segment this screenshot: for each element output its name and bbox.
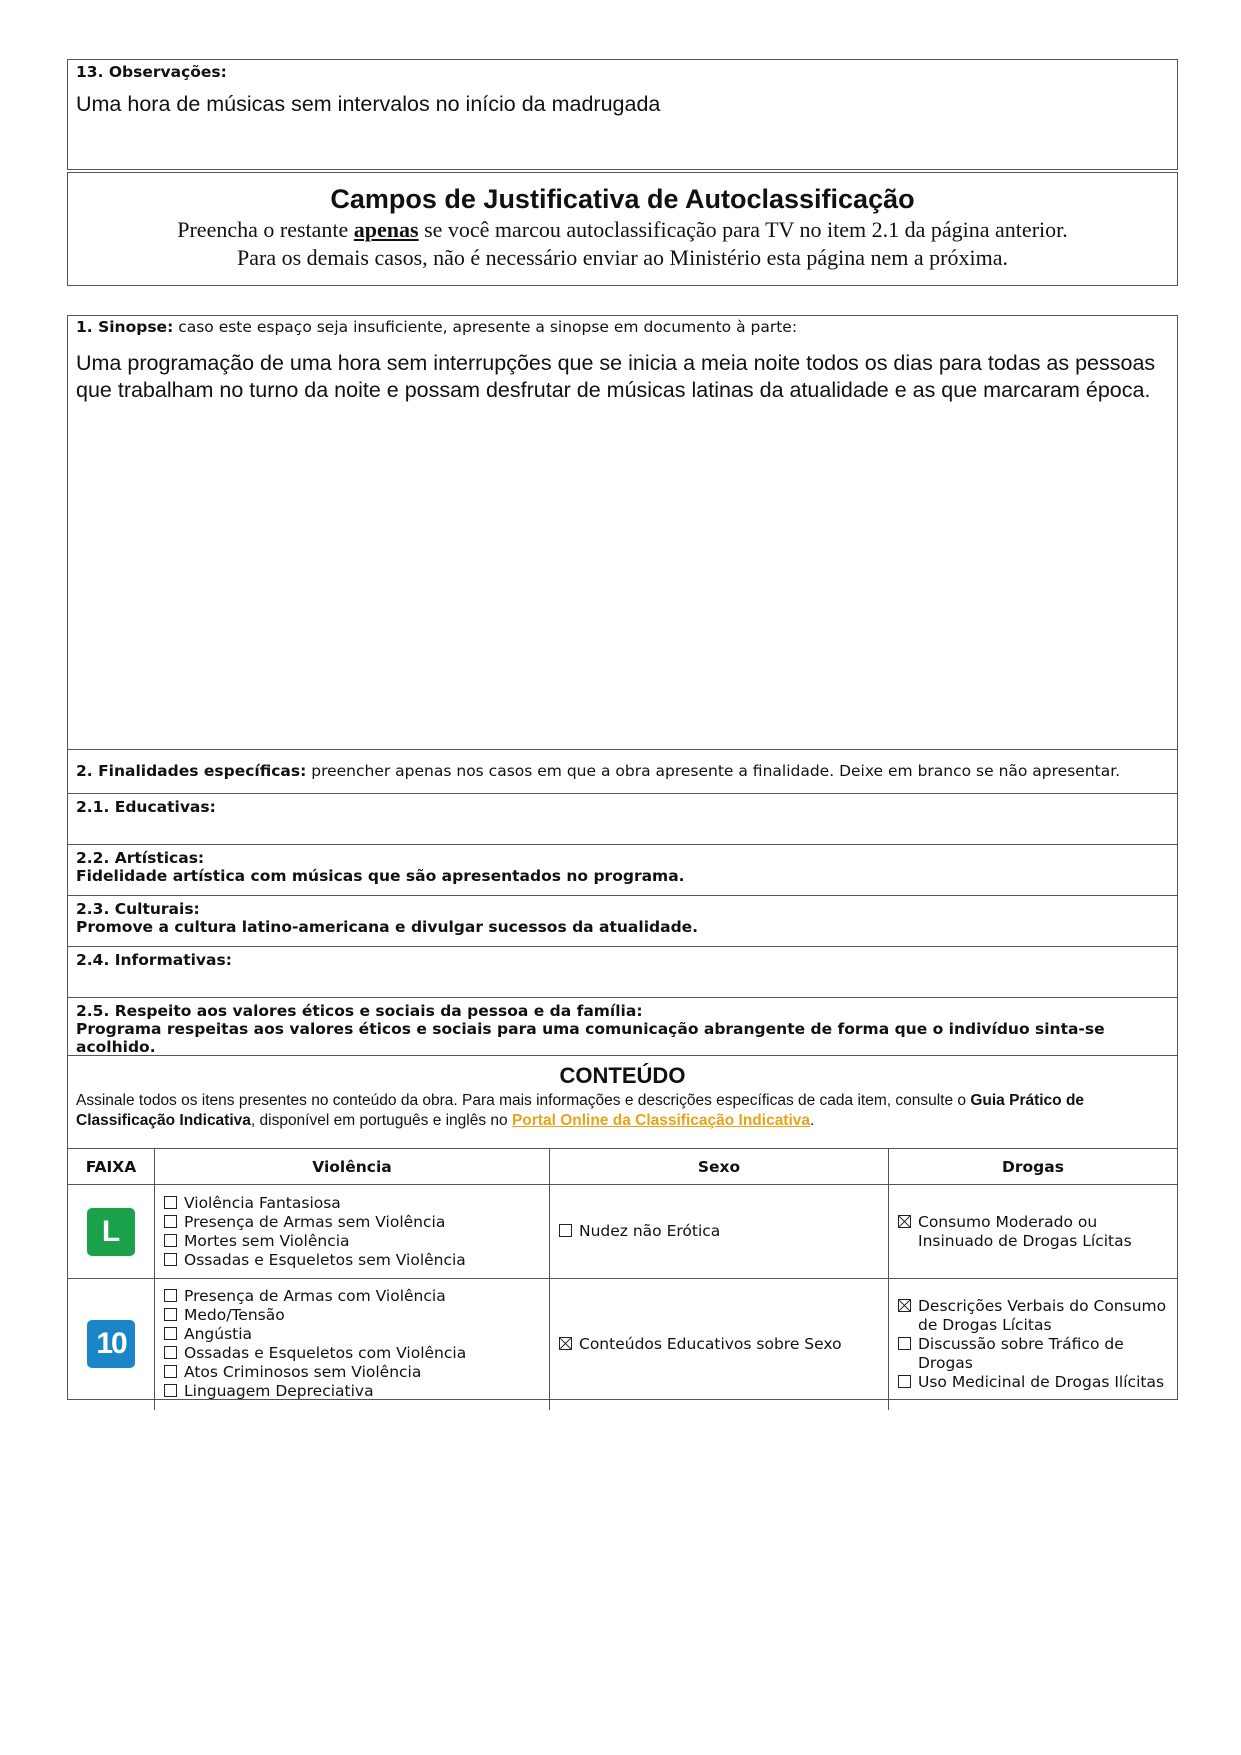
checkbox-item[interactable] [164, 1251, 540, 1270]
checked-checkbox-icon[interactable] [898, 1215, 911, 1228]
checkbox-label: Presença de Armas com Violência [184, 1287, 446, 1306]
table-header-row [68, 1149, 1177, 1185]
checkbox-item[interactable] [164, 1325, 540, 1344]
checkbox-icon[interactable] [164, 1384, 177, 1397]
conteudo-desc-a: Assinale todos os itens presentes no conteúdo da obra. Para mais informações e descrições específicas de cada item, consulte o [76, 1092, 971, 1109]
checkbox-icon[interactable] [164, 1196, 177, 1209]
checkbox-label: Consumo Moderado ou Insinuado de Drogas Lícitas [918, 1212, 1132, 1250]
checkbox-label: Ossadas e Esqueletos com Violência [184, 1344, 467, 1363]
table-row-10 [68, 1279, 1177, 1410]
violencia-cell-10 [155, 1279, 550, 1410]
checkbox-label: Mortes sem Violência [184, 1231, 350, 1250]
rating-badge-10: 10 [87, 1320, 135, 1368]
checkbox-label: Atos Criminosos sem Violência [184, 1363, 422, 1382]
sexo-cell-l [550, 1185, 889, 1279]
faixa-cell-l [68, 1185, 155, 1279]
checkbox-item[interactable] [898, 1335, 1168, 1373]
sexo-cell-10 [550, 1279, 889, 1410]
justificativa-line1-c: se você marcou autoclassificação para TV no item 2.1 da página anterior. [418, 217, 1068, 242]
violencia-cell-l [155, 1185, 550, 1279]
respeito-label: 2.5. Respeito aos valores éticos e sociais da pessoa e da família: [76, 1002, 643, 1020]
educativas-label: 2.1. Educativas: [76, 798, 216, 816]
faixa-cell-10 [68, 1279, 155, 1410]
table-row-l [68, 1185, 1177, 1279]
checkbox-icon[interactable] [164, 1253, 177, 1266]
checkbox-label: Linguagem Depreciativa [184, 1382, 374, 1401]
justificativa-title: Campos de Justificativa de Autoclassificação [330, 184, 915, 214]
rating-badge-l: L [87, 1208, 135, 1256]
guia-pratico: Guia Prático de Classificação Indicativa [76, 1092, 1085, 1129]
checkbox-item[interactable] [559, 1222, 879, 1241]
checkbox-label: Angústia [184, 1325, 253, 1344]
finalidades-header [68, 750, 1177, 794]
conteudo-description [76, 1091, 1169, 1131]
checkbox-icon[interactable] [164, 1215, 177, 1228]
drogas-cell-l [889, 1185, 1178, 1279]
checkbox-item[interactable] [164, 1306, 540, 1325]
sinopse-section [68, 318, 1177, 750]
observacoes-label: 13. Observações: [76, 63, 227, 81]
informativas-field[interactable] [68, 947, 1177, 998]
checkbox-label: Nudez não Erótica [579, 1222, 721, 1240]
portal-link[interactable]: Portal Online da Classificação Indicativa [511, 1112, 811, 1129]
checkbox-item[interactable] [164, 1232, 540, 1251]
checkbox-icon[interactable] [164, 1308, 177, 1321]
conteudo-section [68, 1063, 1177, 1149]
checkbox-icon[interactable] [898, 1375, 911, 1388]
sinopse-label [76, 318, 1169, 336]
justificativa-line1-a: Preencha o restante [177, 217, 354, 242]
checkbox-icon[interactable] [164, 1289, 177, 1302]
finalidades-label: 2. Finalidades específicas: [76, 762, 307, 780]
culturais-text[interactable]: Promove a cultura latino-americana e divulgar sucessos da atualidade. [76, 918, 699, 936]
checkbox-item[interactable] [898, 1213, 1168, 1251]
conteudo-title: CONTEÚDO [559, 1063, 686, 1088]
main-form [67, 315, 1178, 1400]
checkbox-label: Violência Fantasiosa [184, 1193, 341, 1212]
finalidades-hint: preencher apenas nos casos em que a obra apresente a finalidade. Deixe em branco se não apresentar. [306, 762, 1121, 780]
justificativa-line2: Para os demais casos, não é necessário enviar ao Ministério esta página nem a próxima. [237, 245, 1008, 270]
conteudo-desc-c: . [810, 1112, 815, 1129]
checkbox-label: Descrições Verbais do Consumo de Drogas Lícitas [918, 1296, 1167, 1334]
checkbox-label: Medo/Tensão [184, 1306, 285, 1325]
respeito-text[interactable]: Programa respeitas aos valores éticos e sociais para uma comunicação abrangente de forma que o indivíduo sinta-se acolhido. [76, 1020, 1105, 1056]
checkbox-icon[interactable] [898, 1337, 911, 1350]
header-drogas: Drogas [889, 1149, 1178, 1185]
checked-checkbox-icon[interactable] [898, 1299, 911, 1312]
checkbox-icon[interactable] [559, 1224, 572, 1237]
checkbox-item[interactable] [164, 1194, 540, 1213]
checkbox-label: Presença de Armas sem Violência [184, 1212, 446, 1231]
checkbox-item[interactable] [164, 1213, 540, 1232]
checkbox-label: Conteúdos Educativos sobre Sexo [579, 1334, 842, 1353]
respeito-field[interactable] [68, 998, 1177, 1056]
checkbox-item[interactable] [164, 1382, 540, 1401]
justificativa-line1 [68, 216, 1177, 244]
checkbox-item[interactable] [898, 1297, 1168, 1335]
checkbox-label: Uso Medicinal de Drogas Ilícitas [918, 1372, 1165, 1391]
observacoes-box [67, 59, 1178, 170]
checkbox-icon[interactable] [164, 1327, 177, 1340]
sinopse-text[interactable]: Uma programação de uma hora sem interrupções que se inicia a meia noite todos os dias para todas as pessoas que trabalham no turno da noite e possam desfrutar de músicas latinas da atualidade e as que marcaram época. [76, 351, 1156, 402]
checked-checkbox-icon[interactable] [559, 1337, 572, 1350]
checkbox-item[interactable] [164, 1287, 540, 1306]
checkbox-item[interactable] [898, 1373, 1168, 1392]
educativas-field[interactable] [68, 794, 1177, 845]
checkbox-label: Discussão sobre Tráfico de Drogas [918, 1334, 1124, 1372]
header-faixa: FAIXA [68, 1149, 155, 1185]
checkbox-item[interactable] [164, 1344, 540, 1363]
checkbox-item[interactable] [559, 1335, 879, 1354]
observacoes-text[interactable]: Uma hora de músicas sem intervalos no início da madrugada [76, 92, 661, 116]
checkbox-icon[interactable] [164, 1234, 177, 1247]
header-sexo: Sexo [550, 1149, 889, 1185]
artisticas-label: 2.2. Artísticas: [76, 849, 205, 867]
checkbox-icon[interactable] [164, 1365, 177, 1378]
checkbox-icon[interactable] [164, 1346, 177, 1359]
checkbox-item[interactable] [164, 1363, 540, 1382]
header-violencia: Violência [155, 1149, 550, 1185]
culturais-field[interactable] [68, 896, 1177, 947]
sinopse-hint: caso este espaço seja insuficiente, apresente a sinopse em documento à parte: [173, 318, 798, 336]
drogas-cell-10 [889, 1279, 1178, 1410]
checkbox-label: Ossadas e Esqueletos sem Violência [184, 1250, 466, 1269]
justificativa-box [67, 172, 1178, 286]
culturais-label: 2.3. Culturais: [76, 900, 200, 918]
conteudo-desc-b: , disponível em português e inglês no [250, 1112, 512, 1129]
sinopse-label-bold: 1. Sinopse: [76, 318, 174, 336]
classification-table [68, 1149, 1177, 1410]
artisticas-text[interactable]: Fidelidade artística com músicas que são apresentados no programa. [76, 867, 685, 885]
artisticas-field[interactable] [68, 845, 1177, 896]
justificativa-apenas: apenas [353, 217, 419, 242]
informativas-label: 2.4. Informativas: [76, 951, 232, 969]
